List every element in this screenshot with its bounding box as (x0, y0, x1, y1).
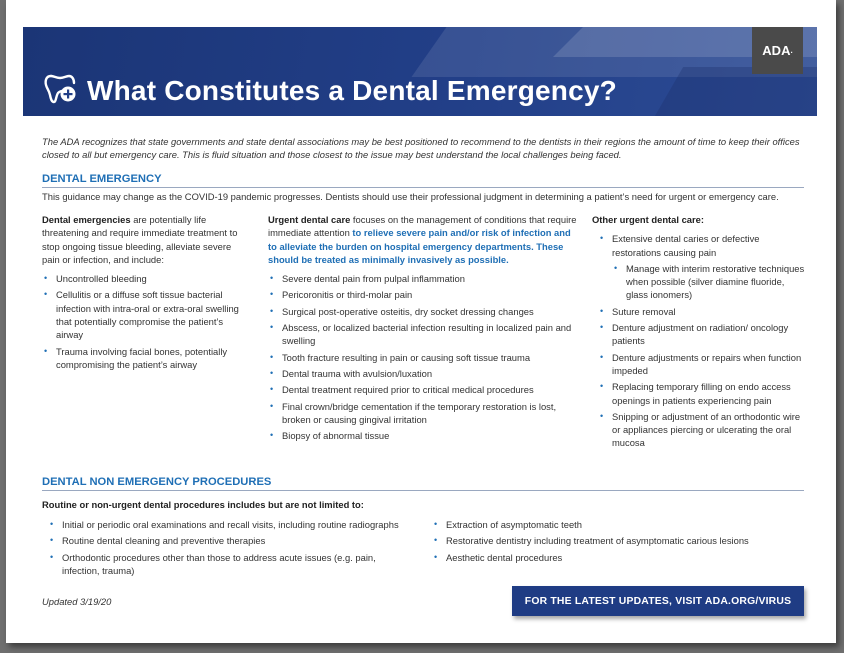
dental-emergency-heading: DENTAL EMERGENCY (42, 173, 804, 188)
list-item: • Suture removal (598, 305, 806, 318)
updated-date: Updated 3/19/20 (42, 596, 112, 607)
tooth-plus-icon (43, 71, 77, 105)
page-title: What Constitutes a Dental Emergency? (87, 75, 617, 106)
list-item: • Routine dental cleaning and preventive therapies (48, 534, 408, 547)
ada-logo-text: ADA (762, 43, 791, 58)
list-item: • Restorative dentistry including treatment of asymptomatic carious lesions (432, 534, 812, 547)
urgent-lead-rest: focuses on the management of conditions that require immediate attention (268, 214, 577, 239)
list-item: • Snipping or adjustment of an orthodontic wire or appliances piercing or ulcerating the oral mucosa (598, 410, 806, 450)
non-emergency-lead (42, 498, 442, 511)
emergency-list (42, 272, 242, 371)
non-emergency-left-column (48, 515, 408, 577)
other-urgent-heading: Other urgent dental care: (592, 214, 705, 225)
list-item: • Severe dental pain from pulpal inflammation (268, 272, 580, 285)
other-urgent-column (592, 213, 806, 450)
list-item: • Initial or periodic oral examinations and recall visits, including routine radiographs (48, 518, 408, 531)
document-page (6, 0, 836, 643)
non-emergency-right-column (432, 515, 812, 564)
urgent-care-column (268, 213, 580, 442)
emergency-column (42, 213, 242, 371)
list-item-text: Extensive dental caries or defective restorations causing pain (612, 233, 760, 258)
urgent-list (268, 272, 580, 442)
guidance-text: This guidance may change as the COVID-19 pandemic progresses. Dentists should use their professional judgment in determining a patient’s need for urgent or emergency care. (42, 191, 779, 202)
emergency-lead-bold: Dental emergencies (42, 214, 131, 225)
latest-updates-link[interactable]: FOR THE LATEST UPDATES, VISIT ADA.ORG/VIRUS (512, 586, 804, 616)
list-item: • Uncontrolled bleeding (42, 272, 242, 285)
urgent-lead (268, 213, 580, 266)
list-item: • Dental trauma with avulsion/luxation (268, 367, 580, 380)
list-item: • Denture adjustments or repairs when function impeded (598, 351, 806, 378)
list-item: • Pericoronitis or third-molar pain (268, 288, 580, 301)
other-urgent-list (592, 232, 806, 449)
list-item: • Dental treatment required prior to critical medical procedures (268, 383, 580, 396)
list-item: • Trauma involving facial bones, potentially compromising the patient’s airway (42, 345, 242, 372)
list-item: • Replacing temporary filling on endo access openings in patients experiencing pain (598, 380, 806, 407)
list-item: • Biopsy of abnormal tissue (268, 429, 580, 442)
urgent-lead-bold: Urgent dental care (268, 214, 351, 225)
list-item: • Orthodontic procedures other than those to address acute issues (e.g. pain, infection, trauma) (48, 551, 408, 578)
ada-logo-mark: . (790, 46, 793, 55)
non-emergency-right-list (432, 518, 812, 564)
non-emergency-heading: DENTAL NON EMERGENCY PROCEDURES (42, 476, 804, 491)
urgent-lead-highlight: to relieve severe pain and/or risk of infection and to alleviate the burden on hospital emergency departments. These should be treated as minimally invasively as possible. (268, 227, 571, 265)
sub-list-item: • Manage with interim restorative techniques when possible (silver diamine fluoride, glass ionomers) (612, 262, 806, 302)
emergency-lead (42, 213, 242, 266)
non-emergency-left-list (48, 518, 408, 577)
header-banner (23, 27, 817, 116)
non-emergency-lead-text: Routine or non-urgent dental procedures includes but are not limited to: (42, 499, 364, 510)
list-item (598, 232, 806, 301)
sub-list (612, 262, 806, 302)
list-item: • Denture adjustment on radiation/ oncology patients (598, 321, 806, 348)
list-item: • Final crown/bridge cementation if the temporary restoration is lost, broken or causing gingival irritation (268, 400, 580, 427)
list-item: • Cellulitis or a diffuse soft tissue bacterial infection with intra-oral or extra-oral swelling that potentially compromise the patient’s airway (42, 288, 242, 341)
list-item: • Tooth fracture resulting in pain or causing soft tissue trauma (268, 351, 580, 364)
intro-text: The ADA recognizes that state governments and state dental associations may be best positioned to recommend to the dentists in their regions the amount of time to keep their offices closed to all but emergency care. This is fluid situation and those closest to the issue may best understand the local challenges being faced. (42, 136, 800, 160)
emergency-lead-rest: are potentially life threatening and require immediate treatment to stop ongoing tissue bleeding, alleviate severe pain or infection, and include: (42, 214, 238, 265)
list-item: • Extraction of asymptomatic teeth (432, 518, 812, 531)
list-item: • Aesthetic dental procedures (432, 551, 812, 564)
ada-logo (752, 27, 803, 74)
list-item: • Surgical post-operative osteitis, dry socket dressing changes (268, 305, 580, 318)
list-item: • Abscess, or localized bacterial infection resulting in localized pain and swelling (268, 321, 580, 348)
